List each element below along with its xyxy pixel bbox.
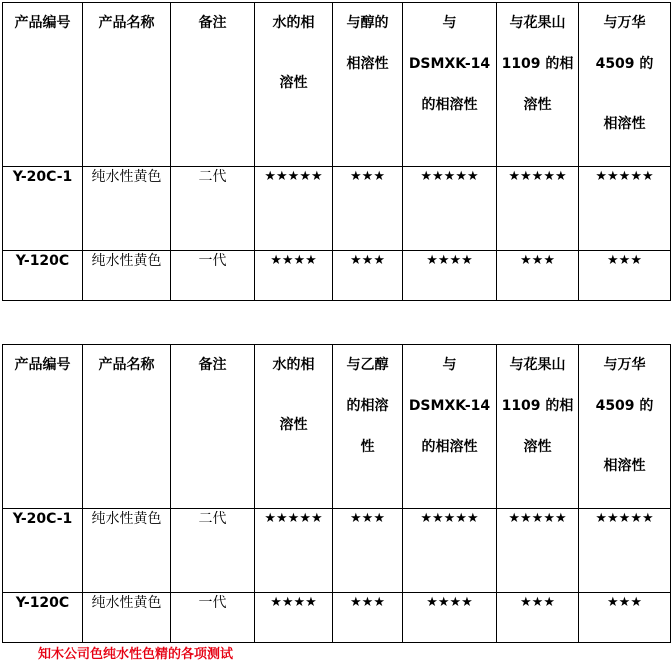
header-line: 产品编号 <box>14 15 71 31</box>
header-huaguoshan-1109-compatibility <box>497 345 579 509</box>
cell-alcohol-rating: ★★★ <box>333 251 403 301</box>
cell-remarks: 二代 <box>171 509 255 593</box>
header-product-code <box>3 3 83 167</box>
cell-alcohol-rating: ★★★ <box>333 167 403 251</box>
header-line: 性 <box>360 439 375 455</box>
header-line: 与花果山 <box>509 15 566 31</box>
cell-huaguoshan-1109-rating: ★★★ <box>497 593 579 643</box>
cell-ethanol-rating: ★★★ <box>333 509 403 593</box>
header-line: 溶性 <box>279 417 308 433</box>
table-row <box>3 251 671 301</box>
header-line: 相溶性 <box>603 458 646 474</box>
cell-huaguoshan-1109-rating: ★★★★★ <box>497 509 579 593</box>
header-line: 相溶性 <box>603 116 646 132</box>
cell-huaguoshan-1109-rating: ★★★★★ <box>497 167 579 251</box>
header-remarks <box>171 3 255 167</box>
header-product-name <box>83 345 171 509</box>
cell-remarks: 一代 <box>171 593 255 643</box>
header-line: 水的相 <box>272 15 315 31</box>
cell-water-rating: ★★★★★ <box>255 167 333 251</box>
cell-wanhua-4509-rating: ★★★★★ <box>579 167 671 251</box>
header-wanhua-4509-compatibility <box>579 3 671 167</box>
header-line: 产品名称 <box>98 357 155 373</box>
cell-wanhua-4509-rating: ★★★ <box>579 251 671 301</box>
header-line: 产品名称 <box>98 15 155 31</box>
cell-huaguoshan-1109-rating: ★★★ <box>497 251 579 301</box>
header-water-compatibility <box>255 3 333 167</box>
header-water-compatibility <box>255 345 333 509</box>
header-line: 的相溶性 <box>421 439 478 455</box>
cell-water-rating: ★★★★★ <box>255 509 333 593</box>
header-product-name <box>83 3 171 167</box>
header-line: 4509 的 <box>595 56 654 72</box>
header-line: 溶性 <box>523 97 552 113</box>
header-line: 产品编号 <box>14 357 71 373</box>
header-row <box>3 3 671 167</box>
header-line: 相溶性 <box>346 56 389 72</box>
header-line: 与花果山 <box>509 357 566 373</box>
header-line: DSMXK-14 <box>408 56 491 72</box>
header-line: 4509 的 <box>595 398 654 414</box>
header-line: 1109 的相 <box>501 398 574 414</box>
cell-dsmxk14-rating: ★★★★★ <box>403 167 497 251</box>
cell-remarks: 二代 <box>171 167 255 251</box>
caption: 知木公司色纯水性色精的各项测试 <box>38 647 234 662</box>
cell-water-rating: ★★★★ <box>255 251 333 301</box>
cell-wanhua-4509-rating: ★★★★★ <box>579 509 671 593</box>
cell-wanhua-4509-rating: ★★★ <box>579 593 671 643</box>
cell-product-code: Y-20C-1 <box>3 167 83 251</box>
header-dsmxk14-compatibility <box>403 345 497 509</box>
header-line: 1109 的相 <box>501 56 574 72</box>
header-alcohol-compatibility <box>333 3 403 167</box>
header-line: 与 <box>442 15 457 31</box>
header-line: 与 <box>442 357 457 373</box>
header-remarks <box>171 345 255 509</box>
cell-product-name: 纯水性黄色 <box>83 251 171 301</box>
cell-product-name: 纯水性黄色 <box>83 167 171 251</box>
header-line: 与万华 <box>603 357 646 373</box>
header-ethanol-compatibility <box>333 345 403 509</box>
cell-ethanol-rating: ★★★ <box>333 593 403 643</box>
cell-dsmxk14-rating: ★★★★ <box>403 251 497 301</box>
header-dsmxk14-compatibility <box>403 3 497 167</box>
cell-product-name: 纯水性黄色 <box>83 509 171 593</box>
compatibility-table-2 <box>2 344 671 643</box>
header-wanhua-4509-compatibility <box>579 345 671 509</box>
header-line: 与乙醇 <box>346 357 389 373</box>
header-line: 与万华 <box>603 15 646 31</box>
table-row <box>3 167 671 251</box>
cell-remarks: 一代 <box>171 251 255 301</box>
header-line: 备注 <box>198 15 227 31</box>
header-line: 溶性 <box>523 439 552 455</box>
header-line: 的相溶性 <box>421 97 478 113</box>
header-huaguoshan-1109-compatibility <box>497 3 579 167</box>
cell-product-code: Y-120C <box>3 251 83 301</box>
header-row <box>3 345 671 509</box>
table-row <box>3 593 671 643</box>
cell-dsmxk14-rating: ★★★★ <box>403 593 497 643</box>
header-line: 的相溶 <box>346 398 389 414</box>
table-row <box>3 509 671 593</box>
header-line: 水的相 <box>272 357 315 373</box>
compatibility-table-1 <box>2 2 671 301</box>
header-product-code <box>3 345 83 509</box>
cell-product-code: Y-20C-1 <box>3 509 83 593</box>
cell-water-rating: ★★★★ <box>255 593 333 643</box>
header-line: 溶性 <box>279 75 308 91</box>
header-line: 与醇的 <box>346 15 389 31</box>
cell-product-name: 纯水性黄色 <box>83 593 171 643</box>
header-line: DSMXK-14 <box>408 398 491 414</box>
header-line: 备注 <box>198 357 227 373</box>
cell-dsmxk14-rating: ★★★★★ <box>403 509 497 593</box>
cell-product-code: Y-120C <box>3 593 83 643</box>
